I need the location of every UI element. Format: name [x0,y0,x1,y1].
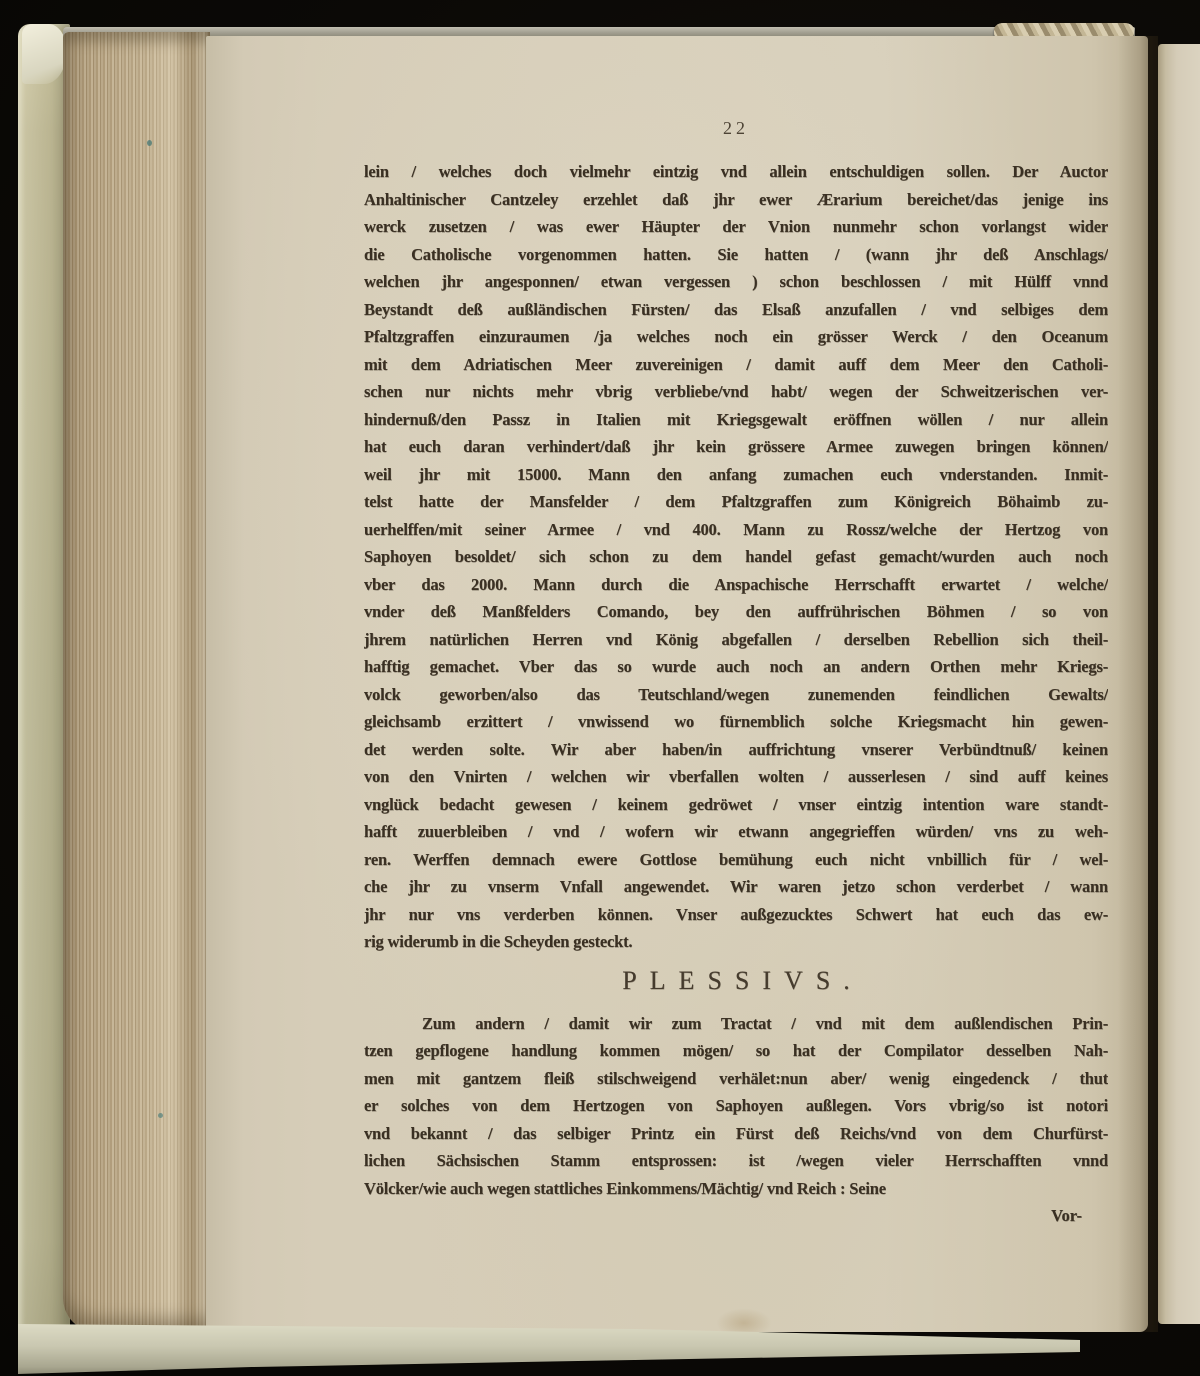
text-line: Pfaltzgraffen einzuraumen /ja welches noch ein grösser Werck / den Oceanum [364,327,1108,346]
text-line: tzen gepflogene handlung kommen mögen/ so hat der Compilator desselben Nah- [364,1041,1108,1060]
page-stack-fore-edge [63,32,210,1332]
paragraph-1 [364,158,1108,956]
text-line: die Catholische vorgenommen hatten. Sie hatten / (wann jhr deß Anschlags/ [364,244,1108,264]
text-line: hafft zuuerbleiben / vnd / wofern wir etwann angegrieffen würden/ vns zu weh- [364,822,1108,841]
text-line: vnglück bedacht gewesen / keinem gedröwet / vnser eintzig intention ware standt- [364,794,1108,814]
text-line: Zum andern / damit wir zum Tractat / vnd mit dem außlendischen Prin- [422,1013,1108,1033]
text-line: volck geworben/also das Teutschland/wegen zunemenden feindlichen Gewalts/ [364,684,1108,704]
catchword: Vor- [1051,1206,1082,1225]
text-line: che jhr zu vnserm Vnfall angewendet. Wir waren jetzo schon verderbet / wann [364,877,1108,896]
text-line: lichen Sächsischen Stamm entsprossen: ist /wegen vieler Herrschafften vnnd [364,1151,1108,1170]
book-page [206,36,1148,1332]
text-line: lein / welches doch vielmehr eintzig vnd allein entschuldigen sollen. Der Auctor [364,162,1108,181]
text-line: welchen jhr angesponnen/ etwan vergessen ) schon beschlossen / mit Hülff vnnd [364,272,1108,291]
text-line: telst hatte der Mansfelder / dem Pfaltzgraffen zum Königreich Böhaimb zu- [364,492,1108,511]
text-line: uerhelffen/mit seiner Armee / vnd 400. Mann zu Rossz/welche der Hertzog von [364,519,1108,539]
gutter-shadow [1118,36,1158,1332]
text-line: det werden solte. Wir aber haben/in auffrichtung vnserer Verbündtnuß/ keinen [364,739,1108,759]
text-line: vber das 2000. Mann durch die Anspachische Herrschafft erwartet / welche/ [364,574,1108,594]
text-line: jhrem natürlichen Herren vnd König abgefallen / derselben Rebellion sich theil- [364,629,1108,649]
text-line: gleichsamb erzittert / vnwissend wo fürnemblich solche Kriegsmacht hin gewen- [364,712,1108,731]
text-line: rig widerumb in die Scheyden gesteckt. [364,932,633,951]
text-line: vnder deß Manßfelders Comando, bey den auffrührischen Böhmen / so von [364,602,1108,621]
paragraph-2 [364,1010,1108,1203]
text-line: Anhaltinischer Cantzeley erzehlet daß jhr ewer Ærarium bereichet/das jenige ins [364,189,1108,209]
page-number: 22 [723,118,749,138]
text-block [364,158,1108,1230]
book-cover-corner-fold [22,24,66,84]
text-line: weil jhr mit 15000. Mann den anfang zumachen euch vnderstanden. Inmit- [364,464,1108,484]
section-heading: PLESSIVS. [622,965,863,995]
text-line: ren. Werffen demnach ewere Gottlose bemühung euch nicht vnbillich für / wel- [364,849,1108,869]
text-line: jhr nur vns verderben können. Vnser außgezucktes Schwert hat euch das ew- [364,904,1108,924]
text-line: hindernuß/den Passz in Italien mit Kriegsgewalt eröffnen wöllen / nur allein [364,409,1108,429]
text-line: von den Vnirten / welchen wir vberfallen wolten / ausserlesen / sind auff keines [364,767,1108,786]
ink-speck [147,140,152,146]
facing-page-edge [1158,44,1200,1324]
text-line: hat euch daran verhindert/daß jhr kein grössere Armee zuwegen bringen können/ [364,437,1108,456]
text-line: Saphoyen besoldet/ sich schon zu dem handel gefast gemacht/wurden auch noch [364,547,1108,566]
text-line: werck zusetzen / was ewer Häupter der Vnion nunmehr schon vorlangst wider [364,217,1108,236]
text-line: vnd bekannt / das selbiger Printz ein Fürst deß Reichs/vnd von dem Churfürst- [364,1123,1108,1143]
text-line: Beystandt deß außländischen Fürsten/ das Elsaß anzufallen / vnd selbiges dem [364,299,1108,319]
text-line: men mit gantzem fleiß stilschweigend verhälet:nun aber/ wenig eingedenck / thut [364,1068,1108,1088]
text-line: er solches von dem Hertzogen von Saphoyen außlegen. Vors vbrig/so ist notori [364,1096,1108,1115]
text-line: Völcker/wie auch wegen stattliches Einkommens/Mächtig/ vnd Reich : Seine [364,1178,886,1198]
text-line: mit dem Adriatischen Meer zuvereinigen / damit auff dem Meer den Catholi- [364,354,1108,374]
text-line: hafftig gemachet. Vber das so wurde auch noch an andern Orthen mehr Kriegs- [364,657,1108,676]
text-line: schen nur nichts mehr vbrig verbliebe/vnd habt/ wegen der Schweitzerischen ver- [364,382,1108,401]
ink-speck [158,1113,163,1118]
